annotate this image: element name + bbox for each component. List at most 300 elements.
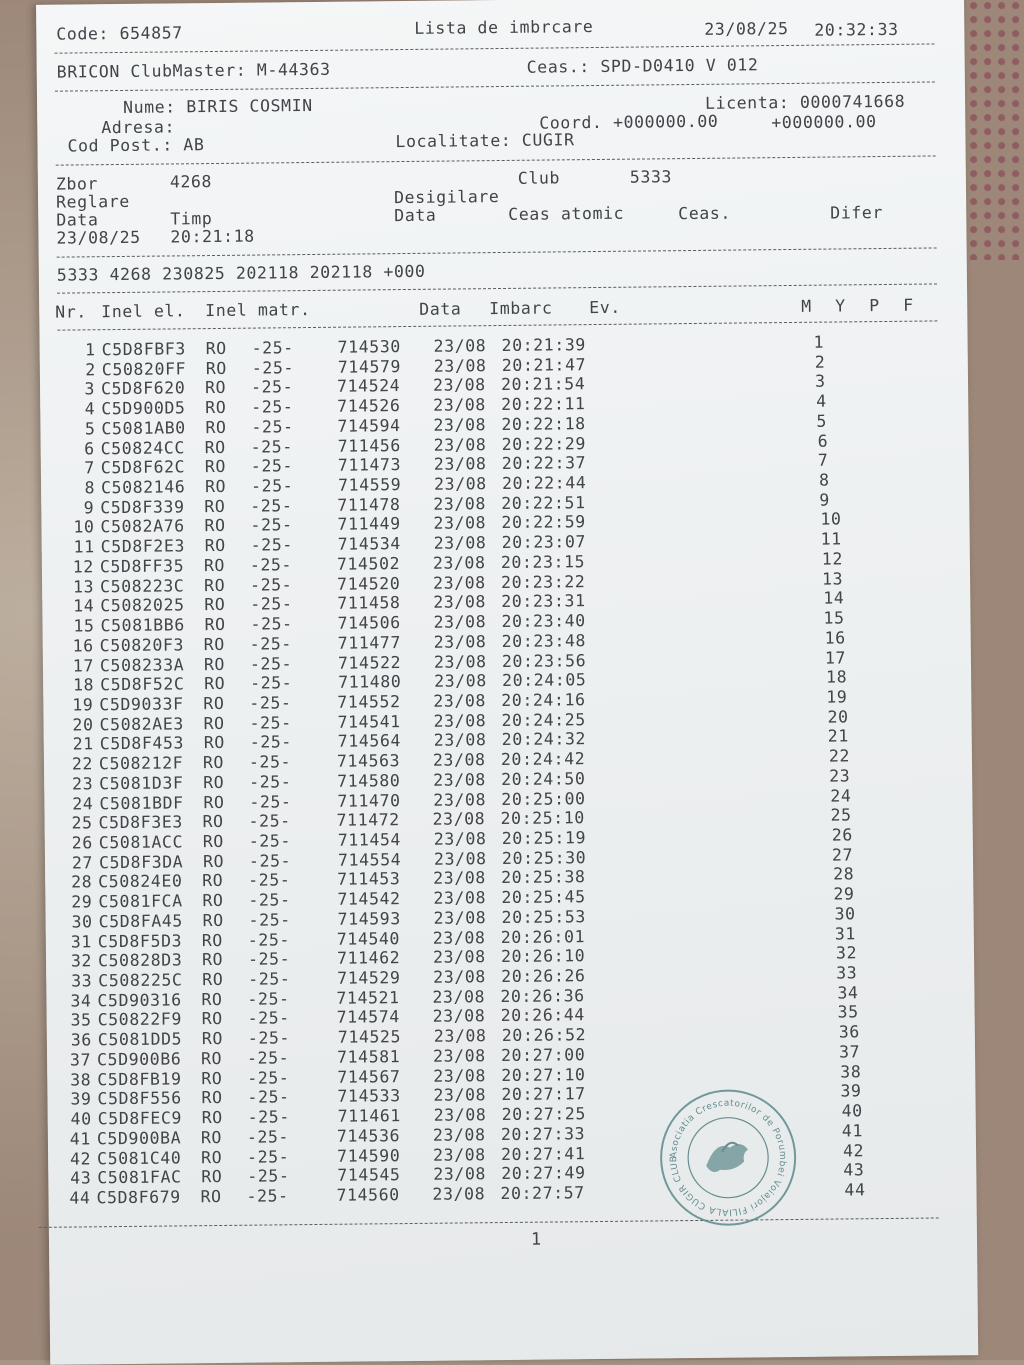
- cell-ring: C5081DD5: [97, 1029, 183, 1050]
- cell-nr: 18: [72, 675, 95, 695]
- cell-num: 714574: [336, 1007, 400, 1028]
- cell-m: 24: [830, 785, 852, 806]
- cell-date: 23/08: [433, 454, 487, 475]
- cell-year: -25-: [248, 850, 292, 871]
- cell-m: 10: [820, 509, 842, 530]
- cell-year: -25-: [250, 594, 293, 615]
- cell-m: 17: [824, 647, 847, 668]
- cell-country: RO: [205, 358, 228, 378]
- cell-ring: C5081BB6: [100, 615, 185, 636]
- cell-time: 20:22:44: [501, 473, 587, 494]
- cell-nr: 11: [73, 537, 95, 557]
- report-date: 23/08/25: [704, 18, 789, 39]
- cell-nr: 36: [70, 1030, 92, 1050]
- cell-m: 11: [820, 529, 842, 549]
- cell-time: 20:25:38: [501, 867, 586, 888]
- cell-nr: 27: [71, 853, 94, 873]
- cell-time: 20:27:00: [500, 1045, 586, 1065]
- cell-time: 20:24:16: [501, 690, 586, 710]
- cell-m: 29: [833, 884, 855, 904]
- cell-m: 34: [837, 983, 859, 1003]
- cell-ring: C5081FAC: [97, 1167, 182, 1188]
- cell-m: 38: [840, 1061, 862, 1082]
- cell-time: 20:25:30: [501, 847, 587, 868]
- cell-country: RO: [202, 753, 225, 773]
- cell-country: RO: [204, 614, 226, 635]
- cell-country: RO: [201, 950, 224, 970]
- cell-year: -25-: [250, 436, 293, 457]
- cell-date: 23/08: [432, 1184, 486, 1204]
- cell-nr: 7: [84, 458, 95, 478]
- cell-num: 714567: [337, 1066, 401, 1087]
- cell-country: RO: [204, 496, 226, 516]
- cell-year: -25-: [248, 752, 292, 772]
- cell-time: 20:24:05: [502, 670, 587, 691]
- cell-num: 711480: [338, 672, 402, 692]
- cell-time: 20:25:10: [500, 808, 585, 829]
- cell-country: RO: [201, 1088, 223, 1108]
- cell-year: -25-: [246, 1127, 290, 1147]
- owner-name: Nume: BIRIS COSMIN: [123, 95, 313, 117]
- cell-m: 8: [818, 470, 830, 490]
- cell-m: 20: [827, 707, 849, 727]
- cell-date: 23/08: [433, 612, 487, 632]
- cell-year: -25-: [249, 653, 293, 674]
- cell-nr: 43: [70, 1168, 92, 1188]
- cell-time: 20:22:37: [501, 453, 587, 474]
- col-m: M: [801, 296, 812, 316]
- cell-time: 20:26:52: [501, 1025, 587, 1046]
- cell-date: 23/08: [433, 1085, 487, 1106]
- cell-ring: C5D8FB19: [97, 1069, 182, 1089]
- cell-time: 20:23:40: [501, 611, 586, 632]
- cell-m: 25: [830, 805, 852, 825]
- cell-num: 714541: [337, 711, 401, 732]
- cell-country: RO: [201, 1068, 223, 1088]
- cell-ring: C50824CC: [100, 437, 186, 458]
- cell-ring: C5D8F339: [100, 497, 185, 517]
- cell-ring: C5081BDF: [99, 792, 184, 813]
- cell-date: 23/08: [433, 355, 487, 376]
- cell-time: 20:22:29: [501, 433, 587, 454]
- cell-nr: 40: [70, 1109, 92, 1129]
- cell-num: 714525: [337, 1027, 402, 1047]
- cell-m: 16: [824, 628, 846, 648]
- cell-nr: 15: [73, 616, 95, 636]
- cell-ring: C508233A: [99, 654, 185, 675]
- cell-ring: C5D8F679: [96, 1187, 181, 1208]
- cell-num: 711477: [337, 632, 402, 653]
- cell-year: -25-: [250, 515, 293, 536]
- cell-m: 26: [831, 825, 853, 845]
- cell-year: -25-: [249, 555, 293, 575]
- cell-country: RO: [202, 812, 224, 832]
- cell-year: -25-: [250, 495, 293, 516]
- cell-num: 714590: [336, 1145, 401, 1166]
- cell-date: 23/08: [433, 395, 487, 415]
- cell-date: 23/08: [432, 553, 486, 573]
- cell-ring: C5D9033F: [99, 694, 184, 715]
- address-label: Adresa:: [101, 117, 176, 138]
- cell-time: 20:23:15: [500, 552, 586, 572]
- cell-m: 41: [841, 1121, 864, 1141]
- cell-m: 3: [814, 372, 826, 392]
- cell-date: 23/08: [433, 415, 487, 435]
- cell-ring: C50822F9: [97, 1009, 183, 1030]
- cell-year: -25-: [248, 890, 291, 910]
- cell-time: 20:23:56: [501, 650, 587, 671]
- cell-date: 23/08: [433, 493, 487, 514]
- cell-ring: C5D8F620: [100, 378, 186, 399]
- cell-num: 714524: [336, 376, 401, 397]
- cell-nr: 41: [69, 1129, 92, 1149]
- cell-time: 20:21:39: [501, 335, 586, 356]
- report-title: Lista de imbrcare: [414, 17, 594, 38]
- cell-time: 20:22:51: [501, 492, 586, 513]
- cell-num: 714526: [337, 396, 401, 416]
- cell-nr: 5: [84, 419, 96, 439]
- cell-m: 32: [835, 943, 858, 963]
- cell-country: RO: [202, 851, 225, 871]
- col-event: Ev.: [589, 297, 621, 318]
- cell-country: RO: [202, 910, 224, 931]
- cell-country: RO: [205, 417, 227, 437]
- cell-country: RO: [203, 555, 226, 576]
- cell-date: 23/08: [433, 829, 487, 849]
- divider: [57, 320, 937, 330]
- cell-year: -25-: [250, 614, 293, 634]
- cell-ring: C5082025: [100, 595, 185, 616]
- cell-time: 20:23:07: [501, 532, 587, 553]
- cell-date: 23/08: [433, 888, 487, 908]
- cell-nr: 1: [84, 340, 96, 360]
- cell-country: RO: [202, 831, 224, 852]
- cell-year: -25-: [249, 791, 292, 812]
- cell-time: 20:27:41: [500, 1143, 586, 1164]
- cell-ring: C5D8F5D3: [97, 930, 183, 951]
- cell-m: 42: [842, 1140, 865, 1160]
- cell-time: 20:27:10: [501, 1064, 586, 1085]
- cell-ring: C508212F: [98, 753, 184, 774]
- cell-num: 714563: [336, 751, 401, 771]
- cell-date: 23/08: [433, 434, 487, 455]
- col-nr: Nr.: [55, 302, 87, 322]
- cell-date: 23/08: [433, 631, 487, 652]
- cell-m: 6: [817, 431, 829, 451]
- cell-country: RO: [203, 713, 225, 733]
- coordinates-2: +000000.00: [771, 112, 877, 133]
- printed-report: [36, 0, 978, 1365]
- cell-date: 23/08: [432, 927, 486, 948]
- cell-num: 714520: [337, 573, 401, 594]
- cell-country: RO: [205, 398, 227, 418]
- unsealing-label: Desigilare: [393, 187, 500, 208]
- cell-nr: 4: [84, 399, 96, 419]
- cell-year: -25-: [249, 732, 292, 753]
- cell-num: 714502: [336, 553, 401, 574]
- cell-m: 12: [821, 549, 844, 569]
- cell-num: 711454: [337, 830, 402, 850]
- cell-country: RO: [200, 1127, 223, 1147]
- cell-date: 23/08: [433, 848, 487, 869]
- setting-time: 20:21:18: [170, 226, 255, 247]
- cell-country: RO: [203, 634, 225, 654]
- cell-num: 714506: [337, 613, 401, 633]
- cell-nr: 33: [71, 971, 93, 991]
- cell-m: 4: [816, 391, 827, 411]
- cell-year: -25-: [248, 910, 291, 930]
- cell-country: RO: [204, 476, 227, 497]
- cell-num: 714533: [337, 1086, 401, 1107]
- cell-country: RO: [203, 772, 225, 792]
- cell-m: 40: [841, 1101, 863, 1121]
- cell-date: 23/08: [433, 789, 487, 810]
- cell-country: RO: [201, 1029, 224, 1049]
- cell-year: -25-: [250, 535, 293, 555]
- cell-date: 23/08: [433, 770, 486, 790]
- cell-country: RO: [204, 674, 226, 694]
- cell-num: 714580: [337, 770, 401, 791]
- cell-date: 23/08: [433, 1164, 487, 1184]
- cell-nr: 13: [72, 576, 95, 597]
- cell-ring: C508225C: [98, 970, 183, 991]
- cell-year: -25-: [251, 357, 295, 378]
- divider: [57, 283, 937, 293]
- cell-nr: 12: [72, 557, 95, 577]
- cell-num: 711472: [336, 810, 400, 831]
- locality: Localitate: CUGIR: [395, 130, 575, 152]
- cell-date: 23/08: [432, 947, 486, 968]
- club-label: Club: [517, 168, 561, 188]
- cell-num: 714530: [337, 337, 401, 357]
- cell-date: 23/08: [433, 533, 487, 553]
- cell-nr: 31: [70, 931, 92, 952]
- col-f: F: [903, 295, 914, 315]
- cell-year: -25-: [250, 377, 294, 398]
- col-boarding: Imbarc: [489, 298, 553, 319]
- cell-num: 711461: [337, 1106, 401, 1126]
- cell-num: 714560: [336, 1185, 400, 1205]
- difference-label: Difer: [830, 203, 884, 223]
- cell-date: 23/08: [433, 691, 487, 711]
- cell-num: 711470: [337, 790, 401, 811]
- cell-ring: C5D8F62C: [100, 457, 186, 478]
- cell-ring: C50824E0: [98, 871, 183, 892]
- cell-time: 20:27:25: [501, 1104, 587, 1125]
- cell-time: 20:25:00: [501, 788, 586, 809]
- cell-ring: C5082AE3: [99, 714, 184, 734]
- cell-num: 714529: [337, 968, 401, 988]
- cell-num: 711462: [336, 948, 401, 969]
- clock-id: Ceas.: SPD-D0410 V 012: [526, 55, 759, 77]
- cell-time: 20:24:32: [501, 729, 587, 750]
- cell-nr: 42: [69, 1148, 92, 1169]
- cell-m: 27: [831, 845, 854, 865]
- cell-country: RO: [204, 378, 227, 398]
- col-ring-electronic: Inel el.: [101, 301, 186, 322]
- cell-ring: C5D900BA: [96, 1128, 182, 1149]
- cell-num: 711458: [337, 593, 401, 614]
- col-p: P: [869, 296, 880, 316]
- cell-year: -25-: [251, 417, 294, 437]
- cell-ring: C5082146: [100, 477, 186, 498]
- divider: [57, 247, 937, 257]
- cell-time: 20:26:10: [500, 946, 586, 967]
- cell-ring: C5D8F3E3: [98, 812, 183, 833]
- cell-ring: C5082A76: [100, 516, 185, 537]
- cell-date: 23/08: [432, 1144, 486, 1165]
- cell-num: 714581: [336, 1047, 401, 1067]
- cell-date: 23/08: [433, 572, 486, 593]
- cell-date: 23/08: [433, 710, 487, 731]
- cell-time: 20:27:57: [500, 1183, 585, 1204]
- divider: [56, 155, 936, 165]
- cell-nr: 8: [84, 478, 96, 498]
- cell-nr: 17: [72, 655, 95, 676]
- cell-ring: C5081ACC: [98, 832, 184, 853]
- device-id: BRICON ClubMaster: M-44363: [56, 59, 331, 82]
- cell-nr: 28: [71, 872, 93, 892]
- cell-num: 714545: [337, 1165, 401, 1186]
- cell-country: RO: [202, 891, 224, 911]
- cell-date: 23/08: [432, 809, 486, 830]
- cell-m: 33: [836, 963, 858, 983]
- cell-time: 20:25:19: [501, 828, 587, 849]
- cell-num: 711478: [337, 494, 401, 515]
- cell-date: 23/08: [432, 986, 486, 1007]
- cell-num: 714552: [337, 692, 401, 712]
- cell-ring: C5D8FBF3: [101, 339, 187, 360]
- cell-date: 23/08: [433, 1026, 487, 1046]
- cell-m: 13: [821, 569, 844, 589]
- cell-country: RO: [204, 595, 226, 615]
- cell-time: 20:22:18: [501, 414, 586, 434]
- cell-m: 36: [838, 1022, 861, 1042]
- cell-m: 2: [814, 352, 826, 372]
- cell-year: -25-: [247, 1067, 290, 1088]
- cell-country: RO: [202, 871, 224, 891]
- col-y: Y: [835, 296, 846, 316]
- cell-nr: 44: [69, 1188, 91, 1208]
- cell-m: 1: [813, 332, 825, 352]
- cell-nr: 39: [70, 1089, 92, 1109]
- cell-country: RO: [205, 338, 227, 359]
- cell-m: 44: [844, 1180, 866, 1200]
- cell-country: RO: [201, 1167, 223, 1187]
- cell-year: -25-: [247, 929, 291, 950]
- cell-date: 23/08: [433, 868, 486, 889]
- cell-nr: 30: [71, 912, 93, 932]
- cell-year: -25-: [247, 1008, 290, 1029]
- cell-ring: C5D8F556: [97, 1088, 182, 1109]
- cell-country: RO: [203, 654, 226, 674]
- cell-nr: 6: [84, 438, 95, 458]
- cell-m: 15: [823, 608, 845, 628]
- cell-year: -25-: [249, 772, 292, 792]
- cell-year: -25-: [247, 949, 291, 970]
- cell-time: 20:27:17: [501, 1084, 586, 1105]
- cell-country: RO: [204, 536, 226, 556]
- cell-m: 22: [828, 746, 851, 766]
- cell-time: 20:27:33: [500, 1123, 586, 1144]
- cell-num: 714594: [337, 415, 401, 436]
- cell-time: 20:26:36: [500, 985, 585, 1006]
- cell-country: RO: [203, 792, 225, 812]
- cell-nr: 20: [72, 714, 94, 735]
- cell-date: 23/08: [432, 750, 486, 770]
- cell-m: 5: [816, 411, 828, 431]
- cell-date: 23/08: [433, 513, 487, 534]
- cell-country: RO: [203, 693, 225, 714]
- cell-num: 714579: [337, 356, 402, 377]
- cell-m: 19: [826, 687, 848, 707]
- cell-date: 23/08: [433, 908, 487, 928]
- cell-year: -25-: [247, 1107, 290, 1127]
- cell-country: RO: [204, 457, 227, 477]
- cell-time: 20:23:22: [500, 571, 586, 592]
- cell-country: RO: [204, 437, 226, 457]
- cell-country: RO: [204, 575, 226, 595]
- cell-num: 714521: [336, 987, 400, 1008]
- cell-ring: C50828D3: [97, 950, 183, 971]
- cell-nr: 23: [72, 774, 94, 794]
- cell-time: 20:27:49: [501, 1163, 586, 1184]
- cell-year: -25-: [250, 673, 293, 693]
- cell-nr: 9: [83, 498, 95, 518]
- cell-year: -25-: [246, 1048, 290, 1068]
- cell-time: 20:26:26: [501, 966, 586, 987]
- cell-nr: 34: [70, 991, 92, 1011]
- cell-year: -25-: [251, 338, 294, 358]
- cell-date: 23/08: [433, 474, 487, 494]
- cell-m: 43: [843, 1160, 865, 1180]
- cell-time: 20:26:01: [500, 926, 586, 947]
- cell-m: 21: [827, 726, 849, 746]
- cell-date: 23/08: [432, 1125, 486, 1145]
- cell-ring: C5081D3F: [99, 773, 184, 794]
- cell-country: RO: [201, 1009, 223, 1029]
- cell-nr: 38: [70, 1069, 92, 1090]
- cell-nr: 10: [73, 517, 95, 537]
- cell-ring: C5D900B6: [96, 1049, 182, 1070]
- cell-nr: 24: [72, 793, 94, 814]
- flight-number: 4268: [169, 172, 213, 192]
- flight-code-line: 5333 4268 230825 202118 202118 +000: [56, 261, 426, 285]
- cell-num: 714559: [337, 475, 402, 495]
- cell-m: 28: [833, 864, 855, 884]
- cell-time: 20:21:54: [500, 374, 586, 395]
- unseal-date-label: Data: [394, 205, 437, 226]
- cell-m: 35: [837, 1002, 859, 1022]
- cell-ring: C5D8F2E3: [100, 536, 186, 557]
- cell-date: 23/08: [432, 1006, 486, 1027]
- cell-m: 30: [834, 904, 856, 924]
- cell-nr: 29: [71, 892, 93, 912]
- divider: [55, 43, 935, 53]
- cell-nr: 2: [85, 359, 96, 380]
- cell-ring: C5081FCA: [98, 891, 183, 912]
- cell-year: -25-: [250, 476, 294, 496]
- setting-label: Reglare: [55, 191, 130, 212]
- cell-time: 20:25:53: [501, 907, 586, 927]
- cell-nr: 19: [72, 695, 94, 715]
- cell-date: 23/08: [432, 375, 486, 396]
- cell-year: -25-: [250, 574, 293, 595]
- cell-num: 711456: [337, 435, 401, 456]
- coordinates: Coord. +000000.00: [539, 111, 719, 133]
- cell-ring: C5D900D5: [101, 398, 186, 419]
- cell-num: 714564: [337, 731, 402, 752]
